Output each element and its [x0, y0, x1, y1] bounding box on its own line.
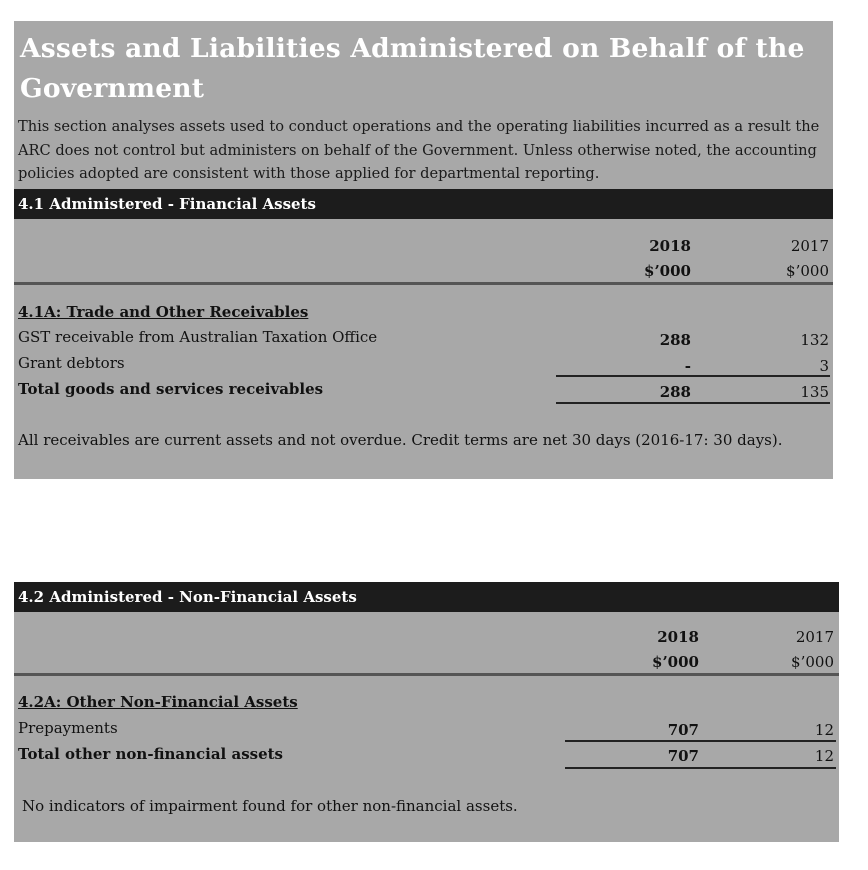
subtotal-rule-bottom	[556, 402, 830, 404]
value-2017-grant-debtors: 3	[819, 357, 829, 375]
page-title: Assets and Liabilities Administered on Behalf of the Government	[20, 33, 805, 104]
col-2017-year: 2017	[790, 237, 829, 255]
col-2017-unit: $’000	[791, 653, 834, 671]
impairment-note: No indicators of impairment found for other non-financial assets.	[22, 797, 518, 815]
value-2018-total-non-financial: 707	[667, 747, 699, 765]
col-2017-year: 2017	[795, 628, 834, 646]
value-2017-total-receivables: 135	[800, 383, 829, 401]
row-label-total-receivables: Total goods and services receivables	[18, 380, 324, 398]
value-2018-grant-debtors: -	[684, 357, 691, 375]
subtotal-rule-bottom	[565, 767, 836, 769]
section-4-2-heading: 4.2 Administered - Non-Financial Assets	[14, 582, 839, 612]
subtotal-rule-top	[565, 740, 836, 742]
value-2018-prepayments: 707	[667, 721, 699, 739]
row-label-total-non-financial: Total other non-financial assets	[18, 745, 283, 763]
row-label-grant-debtors: Grant debtors	[18, 354, 125, 372]
value-2017-gst: 132	[800, 331, 829, 349]
subtotal-rule-top	[556, 375, 830, 377]
row-label-prepayments: Prepayments	[18, 719, 118, 737]
intro-paragraph: This section analyses assets used to conduct operations and the operating liabilities incurred as a result the ARC does not control but administers on behalf of the Government. Unless otherwise noted, the accounting policies adopted are consistent with those applied for departmental reporting.	[18, 118, 820, 182]
receivables-note: All receivables are current assets and not overdue. Credit terms are net 30 days (2016-17: 30 days).	[18, 431, 783, 449]
value-2017-total-non-financial: 12	[814, 747, 834, 765]
header-rule	[14, 673, 839, 676]
value-2017-prepayments: 12	[814, 721, 834, 739]
header-rule	[14, 282, 833, 285]
value-2018-gst: 288	[659, 331, 691, 349]
financial-assets-panel	[14, 21, 833, 479]
non-financial-assets-panel	[14, 582, 839, 842]
col-2018-year: 2018	[657, 628, 699, 646]
col-2018-unit: $’000	[644, 262, 691, 280]
subheading-4-2a: 4.2A: Other Non-Financial Assets	[18, 693, 298, 711]
value-2018-total-receivables: 288	[659, 383, 691, 401]
row-label-gst: GST receivable from Australian Taxation Office	[18, 328, 378, 346]
subheading-4-1a: 4.1A: Trade and Other Receivables	[18, 303, 309, 321]
col-2018-year: 2018	[649, 237, 691, 255]
col-2018-unit: $’000	[652, 653, 699, 671]
section-4-1-heading: 4.1 Administered - Financial Assets	[14, 189, 833, 219]
col-2017-unit: $’000	[786, 262, 829, 280]
